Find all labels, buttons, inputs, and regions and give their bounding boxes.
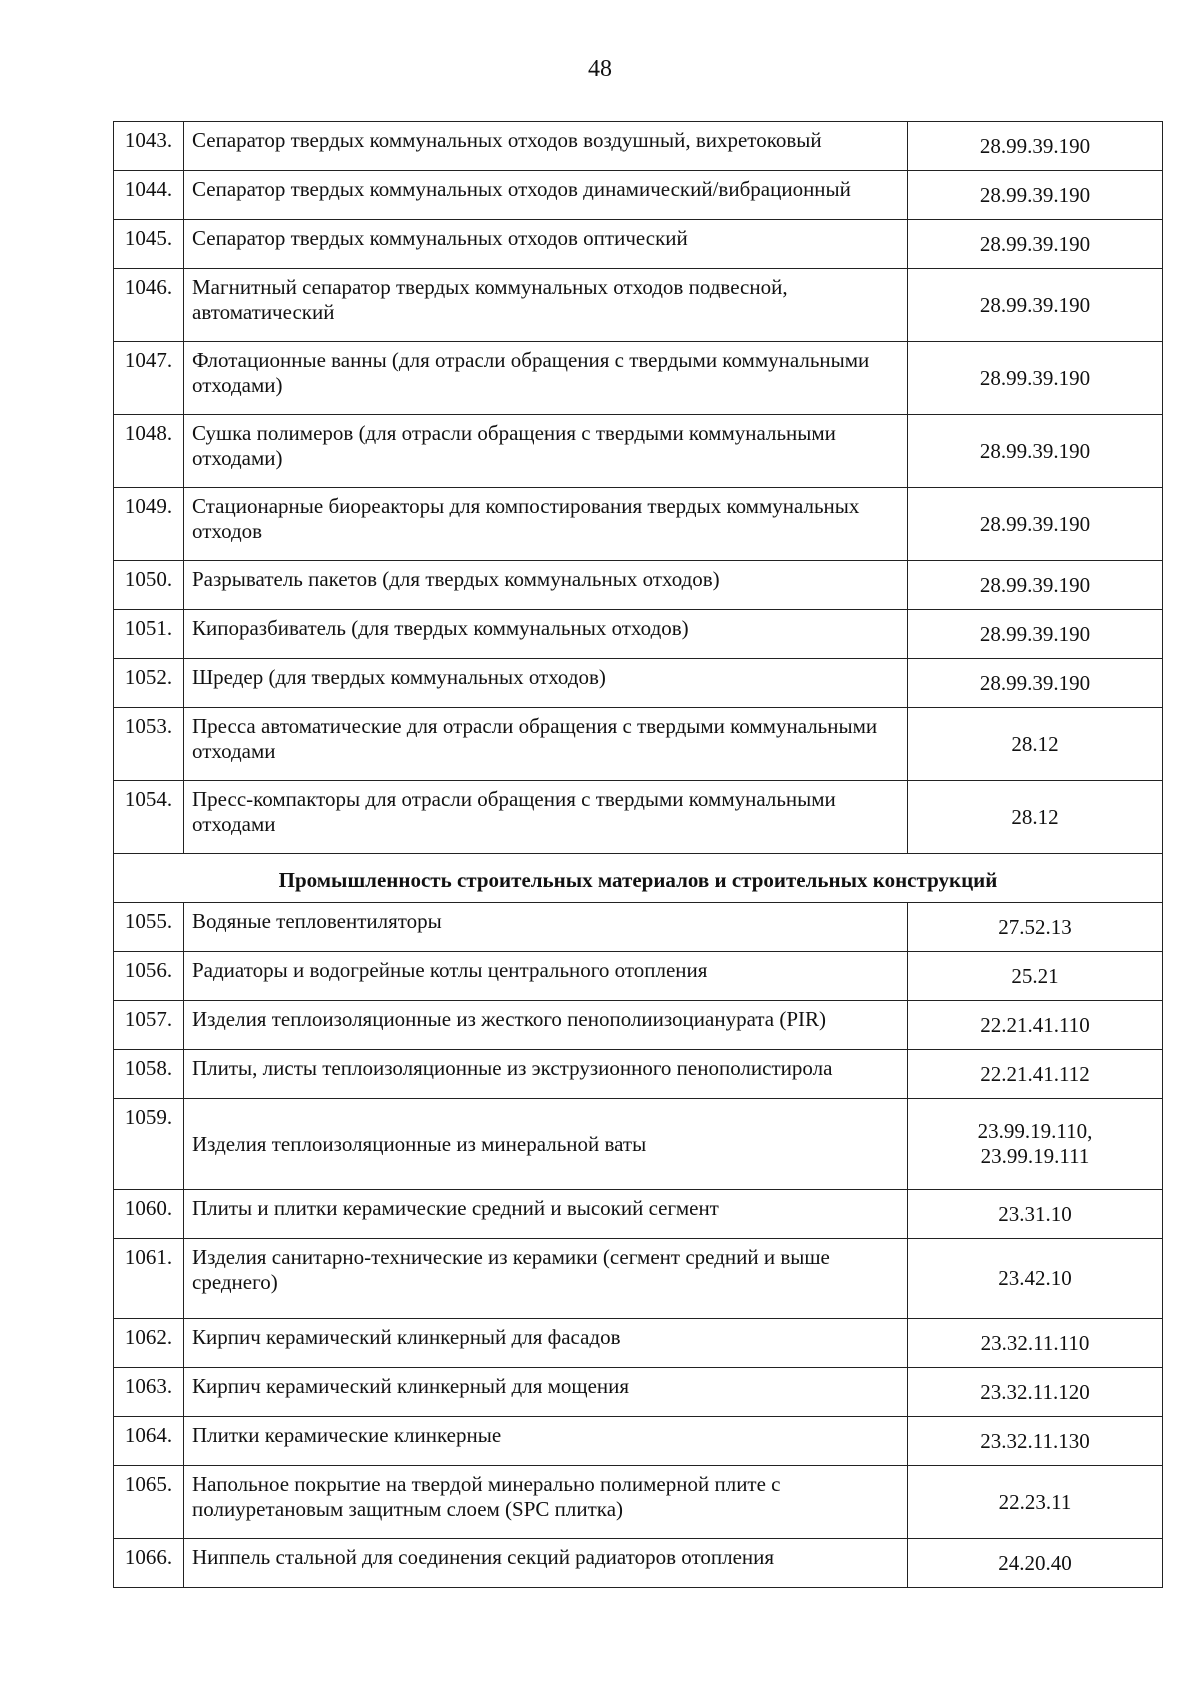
row-name: Изделия санитарно-технические из керамики (сегмент средний и выше среднего) [184,1239,908,1319]
row-code: 28.99.39.190 [908,171,1163,220]
table-row [114,1466,1163,1539]
row-code: 28.12 [908,781,1163,854]
row-code: 23.32.11.110 [908,1319,1163,1368]
row-code: 28.99.39.190 [908,561,1163,610]
row-name: Пресса автоматические для отрасли обращения с твердыми коммунальными отходами [184,708,908,781]
table-row [114,1239,1163,1319]
row-name: Стационарные биореакторы для компостирования твердых коммунальных отходов [184,488,908,561]
row-number: 1047. [114,342,184,415]
row-name-text: Изделия теплоизоляционные из минеральной ваты [192,1131,647,1156]
row-code [908,1099,1163,1190]
row-name: Ниппель стальной для соединения секций радиаторов отопления [184,1539,908,1588]
row-code: 28.99.39.190 [908,269,1163,342]
row-number: 1058. [114,1050,184,1099]
row-code: 28.99.39.190 [908,122,1163,171]
table-row [114,1190,1163,1239]
table-row [114,1319,1163,1368]
section-row [114,854,1163,903]
row-code: 22.21.41.112 [908,1050,1163,1099]
row-code: 28.99.39.190 [908,659,1163,708]
row-number: 1064. [114,1417,184,1466]
row-code: 22.23.11 [908,1466,1163,1539]
row-number: 1065. [114,1466,184,1539]
table-row [114,488,1163,561]
table-row [114,220,1163,269]
table-row [114,269,1163,342]
row-name: Кирпич керамический клинкерный для мощения [184,1368,908,1417]
equipment-table [113,121,1163,1588]
table-row [114,903,1163,952]
row-number: 1062. [114,1319,184,1368]
row-name: Плиты и плитки керамические средний и высокий сегмент [184,1190,908,1239]
row-code: 22.21.41.110 [908,1001,1163,1050]
table-row [114,659,1163,708]
page-number: 48 [588,56,612,82]
row-code: 28.99.39.190 [908,220,1163,269]
row-number: 1050. [114,561,184,610]
row-number: 1061. [114,1239,184,1319]
table-row [114,122,1163,171]
section-title: Промышленность строительных материалов и строительных конструкций [114,854,1163,903]
row-code: 25.21 [908,952,1163,1001]
row-name: Водяные тепловентиляторы [184,903,908,952]
row-number: 1059. [114,1099,184,1190]
table-row [114,561,1163,610]
row-name: Пресс-компакторы для отрасли обращения с твердыми коммунальными отходами [184,781,908,854]
row-number: 1044. [114,171,184,220]
row-name: Флотационные ванны (для отрасли обращения с твердыми коммунальными отходами) [184,342,908,415]
table-row [114,1001,1163,1050]
row-name: Сепаратор твердых коммунальных отходов динамический/вибрационный [184,171,908,220]
row-code: 23.31.10 [908,1190,1163,1239]
row-number: 1049. [114,488,184,561]
row-code-line-2: 23.99.19.111 [980,1144,1090,1168]
row-number: 1060. [114,1190,184,1239]
table-row [114,1539,1163,1588]
table-row [114,171,1163,220]
row-code: 28.99.39.190 [908,610,1163,659]
row-code: 28.12 [908,708,1163,781]
row-name: Магнитный сепаратор твердых коммунальных отходов подвесной, автоматический [184,269,908,342]
row-number: 1054. [114,781,184,854]
table-row [114,415,1163,488]
row-name: Кирпич керамический клинкерный для фасадов [184,1319,908,1368]
row-code: 28.99.39.190 [908,415,1163,488]
table-row [114,610,1163,659]
table-row [114,342,1163,415]
row-number: 1056. [114,952,184,1001]
table-row [114,1368,1163,1417]
row-name: Сепаратор твердых коммунальных отходов воздушный, вихретоковый [184,122,908,171]
row-number: 1051. [114,610,184,659]
row-number: 1045. [114,220,184,269]
row-name: Плиты, листы теплоизоляционные из экструзионного пенополистирола [184,1050,908,1099]
table-row [114,708,1163,781]
row-number: 1043. [114,122,184,171]
row-name: Сепаратор твердых коммунальных отходов оптический [184,220,908,269]
table-row [114,1099,1163,1190]
row-name: Шредер (для твердых коммунальных отходов) [184,659,908,708]
row-name: Кипоразбиватель (для твердых коммунальных отходов) [184,610,908,659]
row-code-line-1: 23.99.19.110, [977,1119,1093,1143]
row-name: Изделия теплоизоляционные из жесткого пенополиизоцианурата (PIR) [184,1001,908,1050]
row-number: 1053. [114,708,184,781]
row-number: 1057. [114,1001,184,1050]
row-code: 28.99.39.190 [908,488,1163,561]
row-code: 23.32.11.130 [908,1417,1163,1466]
row-name: Разрыватель пакетов (для твердых коммунальных отходов) [184,561,908,610]
row-name: Радиаторы и водогрейные котлы центрального отопления [184,952,908,1001]
row-name: Сушка полимеров (для отрасли обращения с твердыми коммунальными отходами) [184,415,908,488]
row-number: 1055. [114,903,184,952]
row-code: 23.32.11.120 [908,1368,1163,1417]
row-code: 28.99.39.190 [908,342,1163,415]
row-number: 1063. [114,1368,184,1417]
row-name: Плитки керамические клинкерные [184,1417,908,1466]
row-number: 1052. [114,659,184,708]
row-number: 1048. [114,415,184,488]
table-row [114,1417,1163,1466]
row-number: 1066. [114,1539,184,1588]
table-row [114,781,1163,854]
row-code: 24.20.40 [908,1539,1163,1588]
row-name: Напольное покрытие на твердой минерально полимерной плите с полиуретановым защитным слоем (SPC плитка) [184,1466,908,1539]
table-row [114,952,1163,1001]
table-row [114,1050,1163,1099]
row-number: 1046. [114,269,184,342]
row-code: 27.52.13 [908,903,1163,952]
row-code: 23.42.10 [908,1239,1163,1319]
row-name [184,1099,908,1190]
